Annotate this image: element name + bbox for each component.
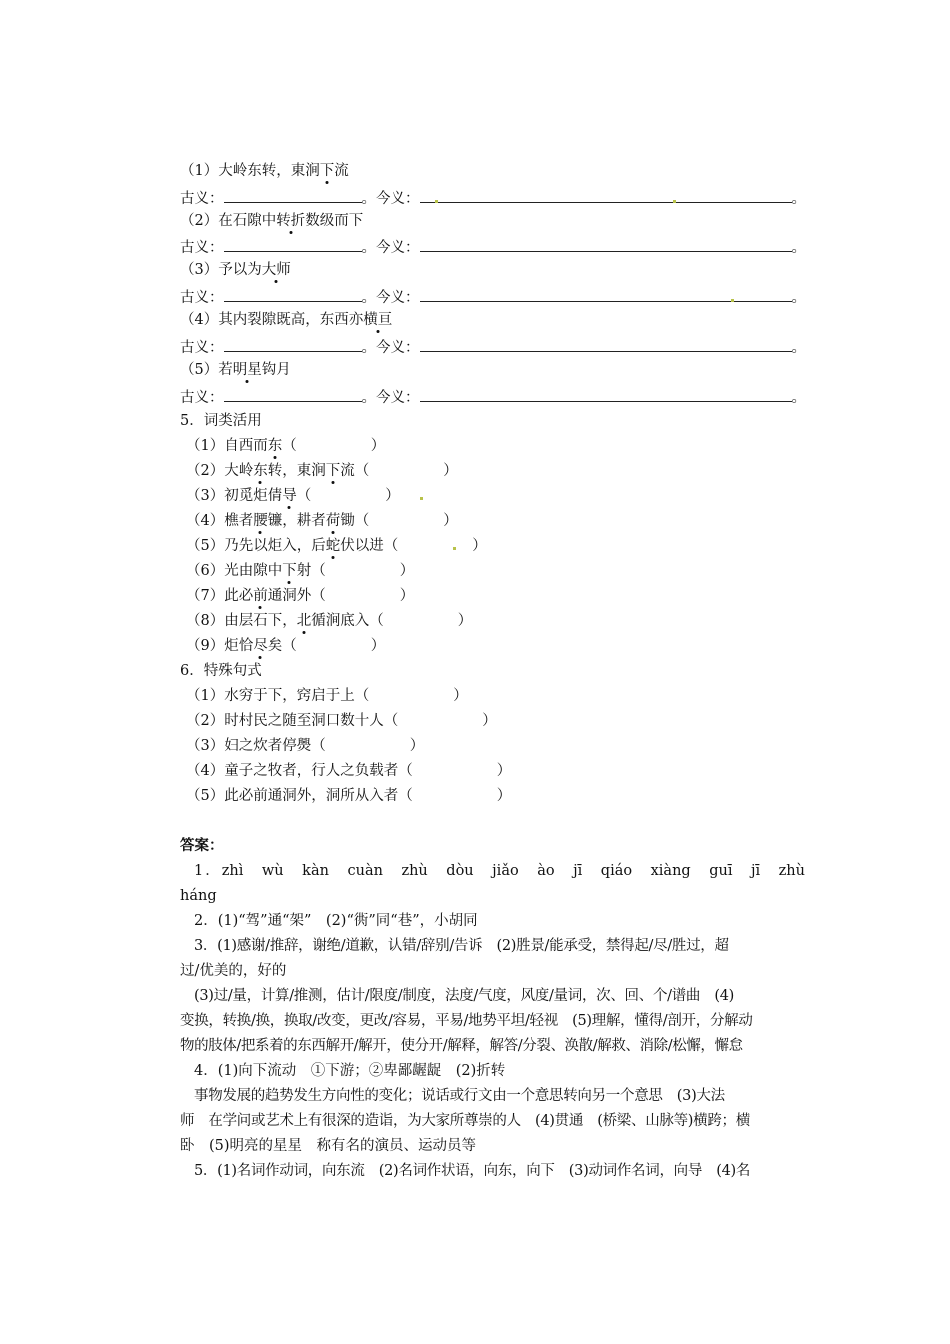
scan-speck (453, 547, 456, 550)
word-class-item-3: （3）初觅炬倩导（ ） (186, 488, 400, 504)
answer-3-line-1: 3．(1)感谢/推辞，谢绝/道歉，认错/辞别/告诉 (2)胜景/能承受，禁得起/尽/胜过，超 (194, 938, 729, 954)
word-class-item-5: （5）乃先以炬入，后蛇伏以进（ ） (186, 538, 487, 554)
dotted-word: 下 (282, 563, 297, 579)
gu-yi-blank[interactable] (224, 237, 362, 252)
jin-yi-blank[interactable] (420, 337, 792, 352)
word-class-item-1: （1）自西而东（ ） (186, 438, 386, 454)
scan-speck (420, 497, 423, 500)
word-class-item-6: （6）光由隙中下射（ ） (186, 563, 415, 579)
jin-yi-blank[interactable] (420, 188, 792, 203)
dotted-word: 东 (253, 463, 268, 479)
dotted-word: 明星 (232, 362, 262, 378)
dotted-word: 转折 (276, 213, 306, 229)
dotted-word: 下 (319, 163, 335, 179)
special-sentence-item-4: （4）童子之牧者，行人之负载者（ ） (186, 763, 512, 779)
word-class-item-7: （7）此必前通洞外（ ） (186, 588, 415, 604)
meaning-question-2: （2）在石隙中转折数级而下 (180, 213, 364, 229)
answer-3-line-5: 物的肢体/把系着的东西解开/解开，使分开/解释，解答/分裂、涣散/解救、消除/松懈，懈怠 (180, 1038, 743, 1054)
meaning-question-1: （1）大岭东转，東涧下流 (180, 163, 349, 179)
dotted-word: 北 (296, 613, 312, 629)
answer-2: 2．(1)“驾”通“架” (2)“衖”同“巷”，小胡同 (194, 913, 478, 929)
dotted-word: 大师 (261, 262, 291, 278)
answer-3-line-3: (3)过/量，计算/推测，估计/限度/制度，法度/气度，风度/量词，次、回、个/谱曲 (4) (194, 988, 734, 1004)
meaning-answer-row-3: 古义： 。今义： 。 (180, 287, 806, 308)
gu-yi-blank[interactable] (224, 188, 362, 203)
section-6-title: 6．特殊句式 (180, 663, 262, 679)
gu-yi-blank[interactable] (224, 337, 362, 352)
word-class-item-4: （4）樵者腰镰，耕者荷锄（ ） (186, 513, 458, 529)
dotted-word: 下 (325, 463, 341, 479)
meaning-answer-row-2: 古义： 。今义： 。 (180, 237, 806, 258)
special-sentence-item-2: （2）时村民之随至洞口数十人（ ） (186, 713, 497, 729)
meaning-answer-row-5: 古义： 。今义： 。 (180, 387, 806, 408)
special-sentence-item-3: （3）妇之炊者停爂（ ） (186, 738, 425, 754)
answer-1-line-1: 1．zhì wù kàn cuàn zhù dòu jiǎo ào jī qiáo xiàng guī jī zhù (194, 863, 805, 879)
dotted-word: 荷 (325, 513, 341, 529)
answer-5-line-1: 5．(1)名词作动词，向东流 (2)名词作状语，向东，向下 (3)动词作名词，向导 (4)名 (194, 1163, 751, 1179)
answer-1-line-2: háng (180, 888, 217, 904)
gu-yi-blank[interactable] (224, 287, 362, 302)
meaning-answer-row-1: 古义： 。今义： 。 (180, 188, 806, 209)
dotted-word: 前 (253, 588, 268, 604)
dotted-word: 蛇 (325, 538, 341, 554)
answer-4-line-4: 卧 (5)明亮的星星 称有名的演员、运动员等 (180, 1138, 477, 1154)
answer-3-line-4: 变换，转换/换，换取/改变，更改/容易，平易/地势平坦/轻视 (5)理解，懂得/剖开，分解动 (180, 1013, 753, 1029)
dotted-word: 东 (267, 438, 283, 454)
special-sentence-item-5: （5）此必前通洞外，洞所从入者（ ） (186, 788, 512, 804)
scan-speck (673, 200, 676, 203)
jin-yi-blank[interactable] (420, 287, 792, 302)
answer-4-line-1: 4．(1)向下流动 ①下游；②卑鄙龌龊 (2)折转 (194, 1063, 506, 1079)
dotted-word: 横亘 (363, 312, 393, 328)
answer-3-line-2: 过/优美的，好的 (180, 963, 287, 979)
meaning-question-4: （4）其内裂隙既高，东西亦横亘 (180, 312, 393, 328)
meaning-question-3: （3）予以为大师 (180, 262, 291, 278)
word-class-item-2: （2）大岭东转，東涧下流（ ） (186, 463, 458, 479)
scan-speck (731, 299, 734, 302)
answer-4-line-3: 师 在学问或艺术上有很深的造诣，为大家所尊崇的人 (4)贯通 (桥梁、山脉等)横跨；横 (180, 1113, 750, 1129)
answer-4-line-2: 事物发展的趋势发生方向性的变化；说话或行文由一个意思转向另一个意思 (3)大法 (194, 1088, 725, 1104)
word-class-item-9: （9）炬恰尽矣（ ） (186, 638, 386, 654)
special-sentence-item-1: （1）水穷于下，窍启于上（ ） (186, 688, 468, 704)
section-5-title: 5．词类活用 (180, 413, 262, 429)
jin-yi-blank[interactable] (420, 387, 792, 402)
answers-title: 答案： (180, 837, 224, 854)
word-class-item-8: （8）由层石下，北循涧底入（ ） (186, 613, 473, 629)
jin-yi-blank[interactable] (420, 237, 792, 252)
meaning-question-5: （5）若明星钩月 (180, 362, 291, 378)
dotted-word: 导 (282, 488, 297, 504)
dotted-word: 尽 (253, 638, 268, 654)
scan-speck (435, 200, 438, 203)
meaning-answer-row-4: 古义： 。今义： 。 (180, 337, 806, 358)
dotted-word: 腰 (253, 513, 268, 529)
gu-yi-blank[interactable] (224, 387, 362, 402)
